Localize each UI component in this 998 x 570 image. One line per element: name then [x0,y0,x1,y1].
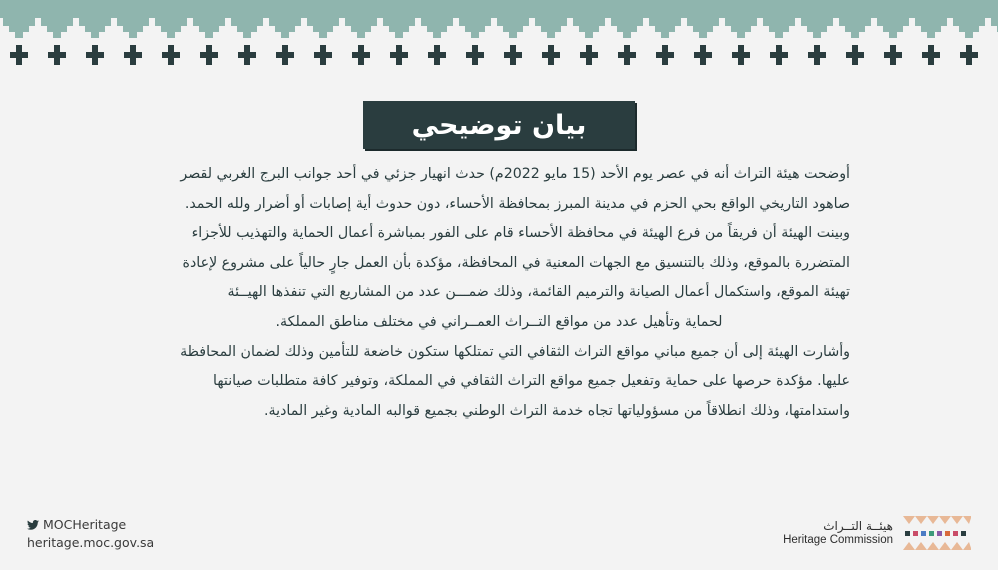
statement-line: وبينت الهيئة أن فريقاً من فرع الهيئة في محافظة الأحساء قام على الفور بمباشرة أعمال الحماية والتهذيب للأجزاء [191,225,850,242]
statement-line: المتضررة بالموقع، وذلك بالتنسيق مع الجهات المعنية في المحافظة، مؤكدة بأن العمل جارٍ حالياً على مشروع لإعادة [182,254,850,271]
statement-line: واستدامتها، وذلك انطلاقاً من مسؤولياتها تجاه خدمة التراث الوطني بجميع قوالبه المادية وغير المادية. [264,402,850,419]
heritage-commission-logo [783,514,971,552]
statement-line: صاهود التاريخي الواقع بحي الحزم في مدينة المبرز بمحافظة الأحساء، دون حدوث أية إصابات أو أضرار ولله الحمد. [184,195,850,212]
website-link[interactable] [27,534,154,552]
website-text: heritage.moc.gov.sa [27,535,155,550]
statement-line: أوضحت هيئة التراث أنه في عصر يوم الأحد (15 مايو 2022م) حدث انهيار جزئي في أحد جوانب البرج الغربي لقصر [180,166,850,182]
logo-arabic-text: هيئــة التــراث [823,519,893,533]
twitter-handle-text: MOCHeritage [43,517,127,532]
statement-line: وأشارت الهيئة إلى أن جميع مباني مواقع التراث الثقافي التي تمتلكها ستكون خاضعة للتأمين وذلك لضمان المحافظة [180,343,850,360]
footer-contact [27,516,154,552]
statement-body [148,160,850,426]
twitter-bird-icon [27,520,39,530]
statement-line: عليها. مؤكدة حرصها على حماية وتفعيل جميع مواقع التراث الثقافي في المملكة، وتوفير كافة متطلبات صيانتها [213,373,850,390]
statement-line: لحماية وتأهيل عدد من مواقع التــراث العمــراني في مختلف مناطق المملكة. [275,313,723,330]
statement-line: تهيئة الموقع، واستكمال أعمال الصيانة والترميم القائمة، وذلك ضمـــن عدد من المشاريع التي تنفذها الهيــئة [227,284,850,301]
decorative-top-band [0,0,998,78]
heritage-logo-mark-icon [901,514,971,552]
page-title: بيان توضيحي [363,101,635,149]
logo-english-text: Heritage Commission [783,534,893,546]
twitter-handle[interactable] [27,516,154,534]
